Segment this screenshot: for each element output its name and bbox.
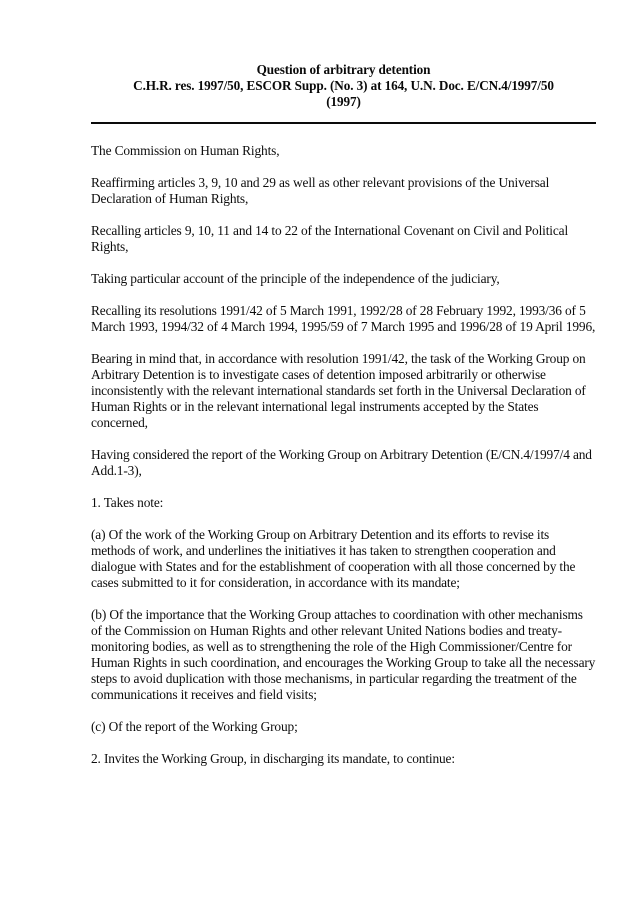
- para-invites: 2. Invites the Working Group, in discharging its mandate, to continue:: [91, 751, 455, 766]
- para-commission: The Commission on Human Rights,: [91, 143, 280, 158]
- title-line-citation: C.H.R. res. 1997/50, ESCOR Supp. (No. 3) at 164, U.N. Doc. E/CN.4/1997/50: [133, 78, 554, 93]
- para-having-considered: Having considered the report of the Working Group on Arbitrary Detention (E/CN.4/1997/4 and Add.1-3),: [91, 447, 592, 478]
- document-title-block: [91, 62, 596, 110]
- para-recalling-articles: Recalling articles 9, 10, 11 and 14 to 22 of the International Covenant on Civil and Political Rights,: [91, 223, 569, 254]
- para-reaffirming: Reaffirming articles 3, 9, 10 and 29 as well as other relevant provisions of the Universal Declaration of Human Rights,: [91, 175, 550, 206]
- title-line-year: (1997): [326, 94, 361, 109]
- para-takes-note-b: (b) Of the importance that the Working Group attaches to coordination with other mechanisms of the Commission on Human Rights and other relevant United Nations bodies and treaty-monitoring bodies, as well as to strengthening the role of the High Commissioner/Centre for Human Rights in such coordination, and encourages the Working Group to take all the necessary steps to avoid duplication with those mechanisms, in particular regarding the treatment of the communications it receives and field visits;: [91, 607, 596, 702]
- para-taking-account: Taking particular account of the principle of the independence of the judiciary,: [91, 271, 500, 286]
- document-body: [91, 143, 596, 767]
- para-takes-note-c: (c) Of the report of the Working Group;: [91, 719, 298, 734]
- horizontal-divider: [91, 122, 596, 124]
- para-recalling-resolutions: Recalling its resolutions 1991/42 of 5 March 1991, 1992/28 of 28 February 1992, 1993/36 of 5 March 1993, 1994/32 of 4 March 1994, 1995/59 of 7 March 1995 and 1996/28 of 19 April 1996,: [91, 303, 596, 334]
- para-bearing-in-mind: Bearing in mind that, in accordance with resolution 1991/42, the task of the Working Group on Arbitrary Detention is to investigate cases of detention imposed arbitrarily or otherwise inconsistently with the relevant international standards set forth in the Universal Declaration of Human Rights or in the relevant international legal instruments accepted by the States concerned,: [91, 351, 586, 430]
- para-takes-note-a: (a) Of the work of the Working Group on Arbitrary Detention and its efforts to revise its methods of work, and underlines the initiatives it has taken to strengthen cooperation and dialogue with States and for the establishment of cooperation with all those concerned by the cases submitted to it for consideration, in accordance with its mandate;: [91, 527, 576, 590]
- para-takes-note: 1. Takes note:: [91, 495, 164, 510]
- document-content: [91, 62, 596, 783]
- title-line-subject: Question of arbitrary detention: [256, 62, 431, 77]
